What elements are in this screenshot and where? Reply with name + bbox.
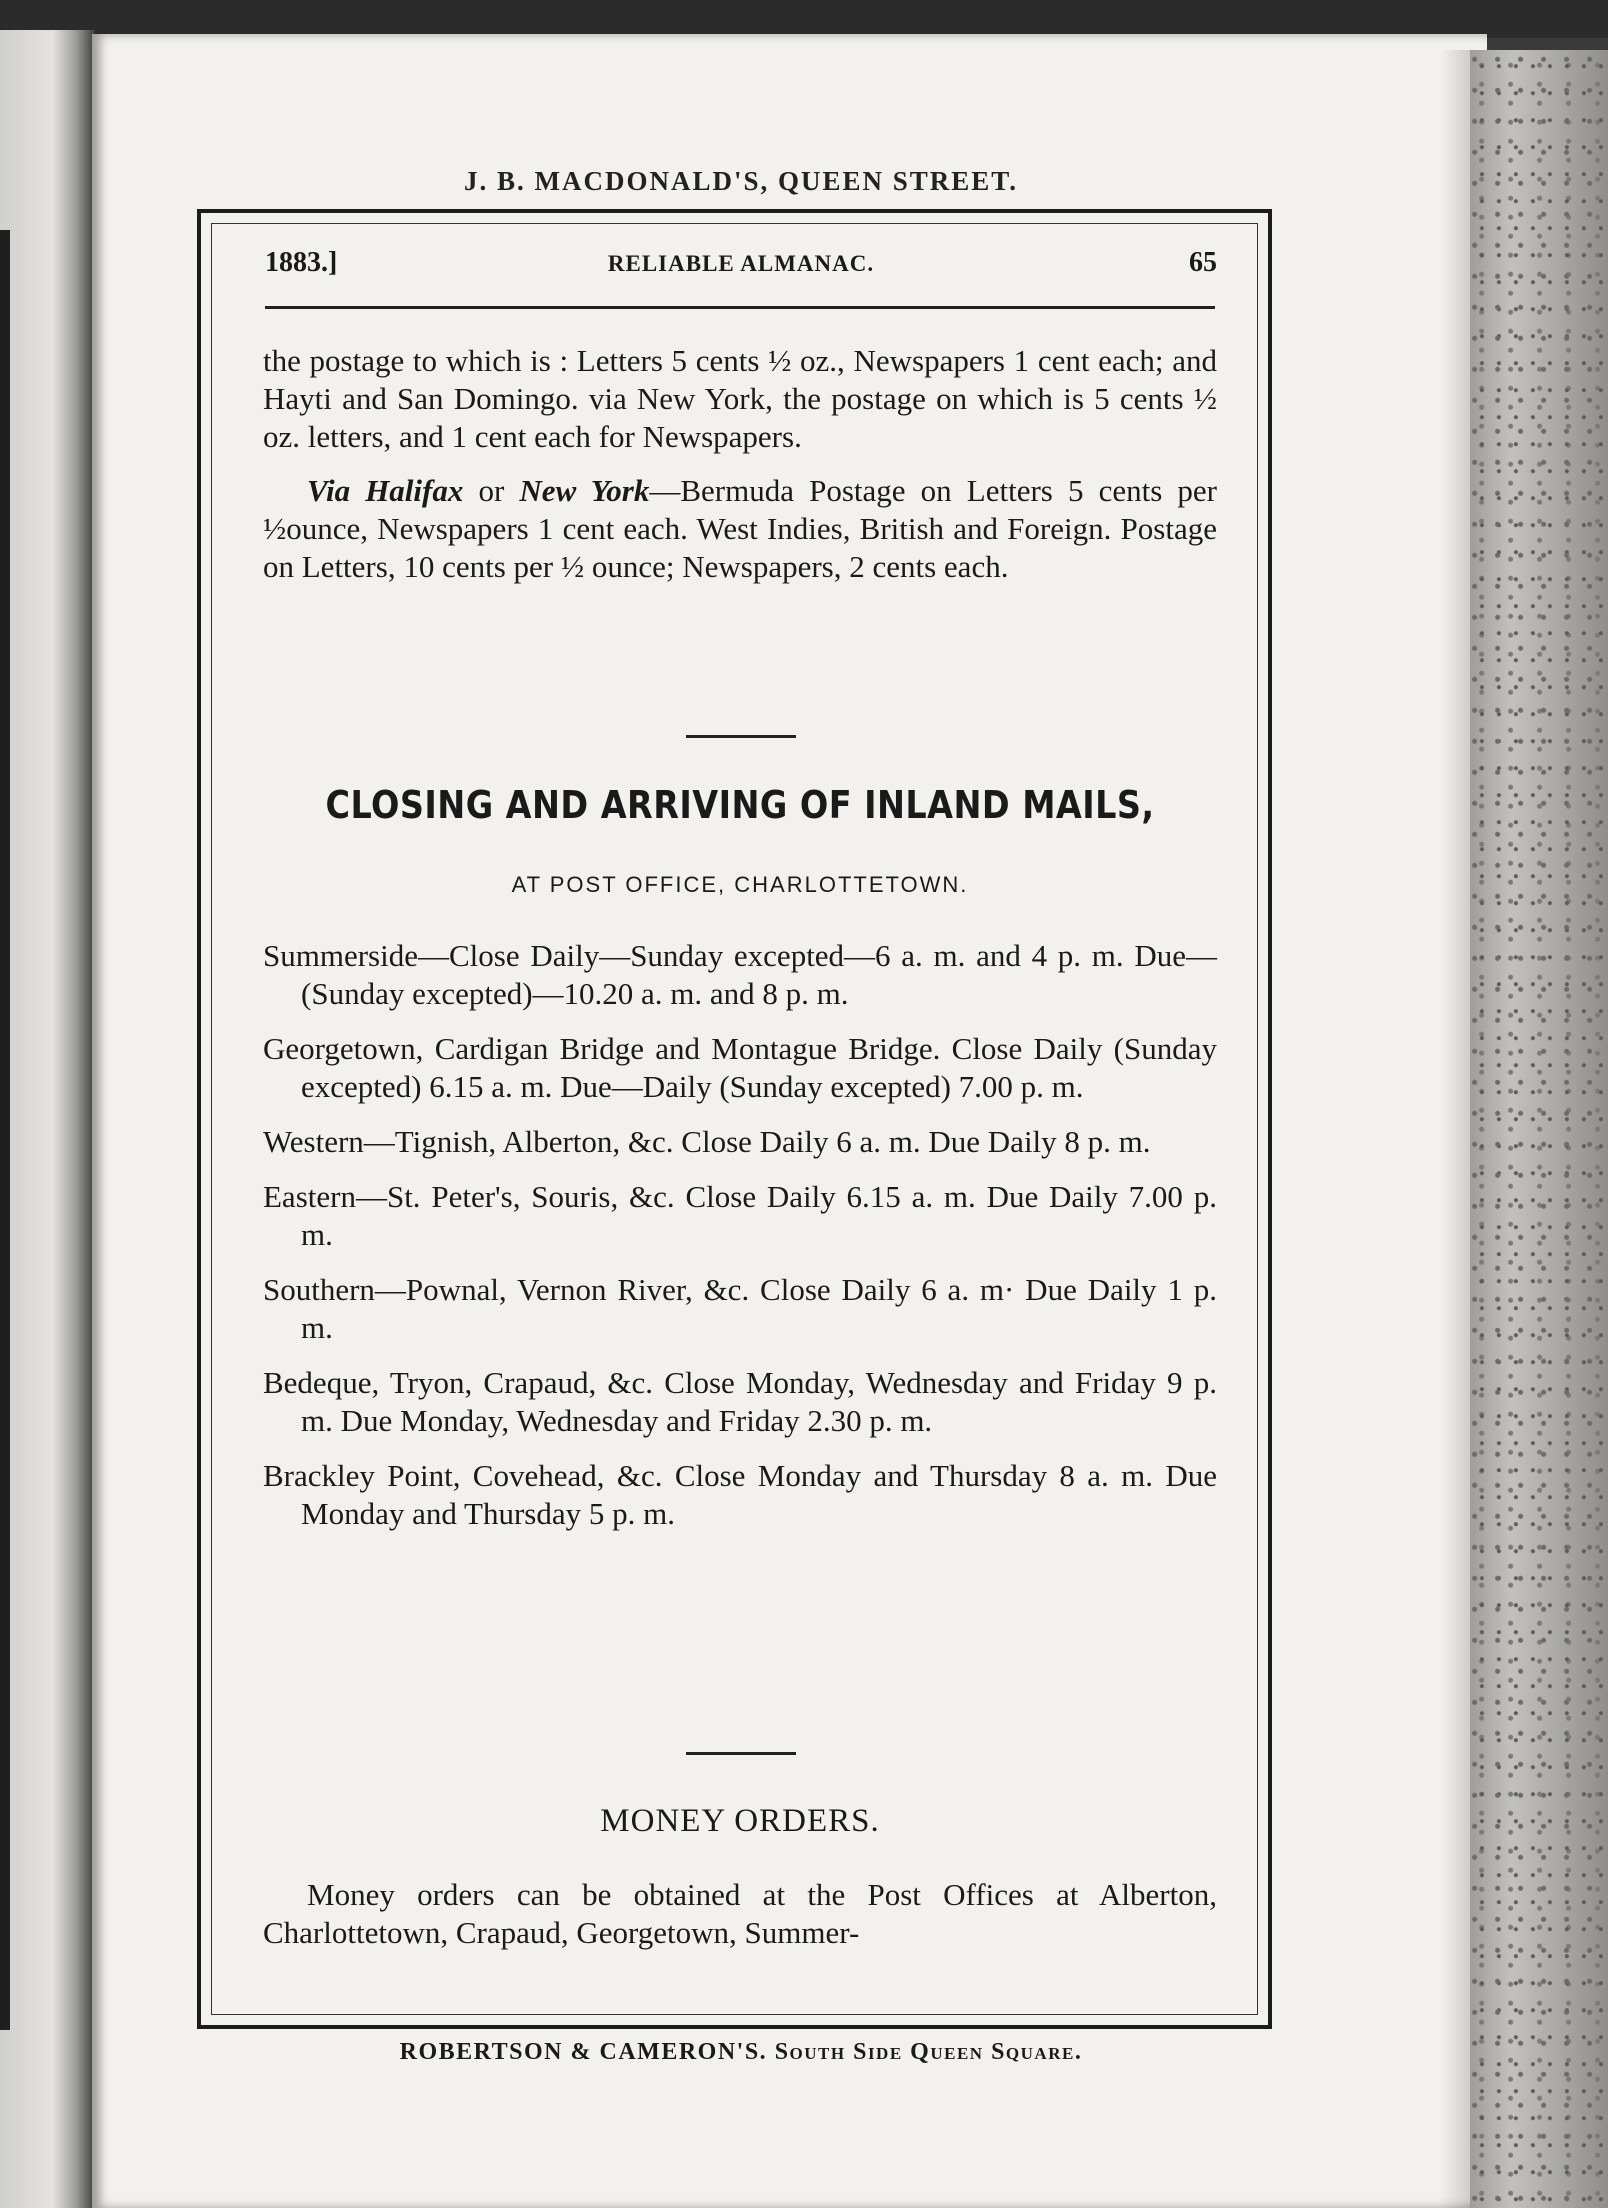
header-title: RELIABLE ALMANAC.	[607, 251, 875, 276]
page-stack-edge	[1470, 50, 1608, 2208]
mails-section-subtitle: AT POST OFFICE, CHARLOTTETOWN.	[511, 872, 969, 897]
footer-publisher: ROBERTSON & CAMERON'S.	[399, 2039, 768, 2065]
section-divider-1	[686, 735, 796, 738]
running-head: J. B. MACDONALD'S, QUEEN STREET.	[463, 166, 1019, 196]
page-footer	[0, 2039, 1482, 2066]
money-orders-title: MONEY ORDERS.	[600, 1803, 880, 1839]
header-year: 1883.]	[265, 247, 338, 278]
mail-schedule-list	[263, 937, 1217, 1550]
intro-paragraph-2	[263, 472, 1217, 586]
mail-entry-brackley-point: Brackley Point, Covehead, &c. Close Monday and Thursday 8 a. m. Due Monday and Thursday 5 p. m.	[263, 1458, 1217, 1531]
new-york-italic: New York	[519, 473, 650, 508]
money-orders-text	[263, 1876, 1217, 1952]
page-header	[265, 247, 1217, 287]
top-scan-border	[0, 0, 1608, 38]
mail-entry-western: Western—Tignish, Alberton, &c. Close Daily 6 a. m. Due Daily 8 p. m.	[263, 1124, 1151, 1159]
intro-paragraph-1: the postage to which is : Letters 5 cents ½ oz., Newspapers 1 cent each; and Hayti and San Domingo. via New York, the postage on which is 5 cents ½ oz. letters, and 1 cent each for Newspapers.	[263, 343, 1217, 454]
via-halifax-italic: Via Halifax	[307, 473, 464, 508]
or-text: or	[463, 473, 520, 508]
intro-text	[263, 342, 1217, 586]
money-orders-paragraph: Money orders can be obtained at the Post Offices at Alberton, Charlottetown, Crapaud, Georgetown, Summer-	[263, 1877, 1217, 1950]
facing-page-edge	[0, 30, 95, 2208]
footer-address: South Side Queen Square.	[774, 2039, 1083, 2065]
header-rule	[265, 306, 1215, 309]
bermuda-text: —Bermuda Postage on Letters 5 cents per ½ounce, Newspapers 1 cent each. West Indies, British and Foreign. Postage on Letters, 10 cents per ½ ounce; Newspapers, 2 cents each.	[263, 473, 1217, 584]
mail-entry-summerside: Summerside—Close Daily—Sunday excepted—6 a. m. and 4 p. m. Due—(Sunday excepted)—10.20 a. m. and 8 p. m.	[263, 938, 1217, 1011]
mail-entry-southern: Southern—Pownal, Vernon River, &c. Close Daily 6 a. m· Due Daily 1 p. m.	[263, 1272, 1217, 1345]
mail-entry-eastern: Eastern—St. Peter's, Souris, &c. Close Daily 6.15 a. m. Due Daily 7.00 p. m.	[263, 1179, 1217, 1252]
mail-entry-bedeque: Bedeque, Tryon, Crapaud, &c. Close Monday, Wednesday and Friday 9 p. m. Due Monday, Wednesday and Friday 2.30 p. m.	[263, 1365, 1217, 1438]
header-page-number: 65	[1189, 247, 1217, 278]
mail-entry-georgetown: Georgetown, Cardigan Bridge and Montague Bridge. Close Daily (Sunday excepted) 6.15 a. m. Due—Daily (Sunday excepted) 7.00 p. m.	[263, 1031, 1217, 1104]
section-divider-2	[686, 1752, 796, 1755]
mails-section-title: CLOSING AND ARRIVING OF INLAND MAILS,	[325, 783, 1155, 827]
facing-page-gutter	[0, 230, 10, 2030]
